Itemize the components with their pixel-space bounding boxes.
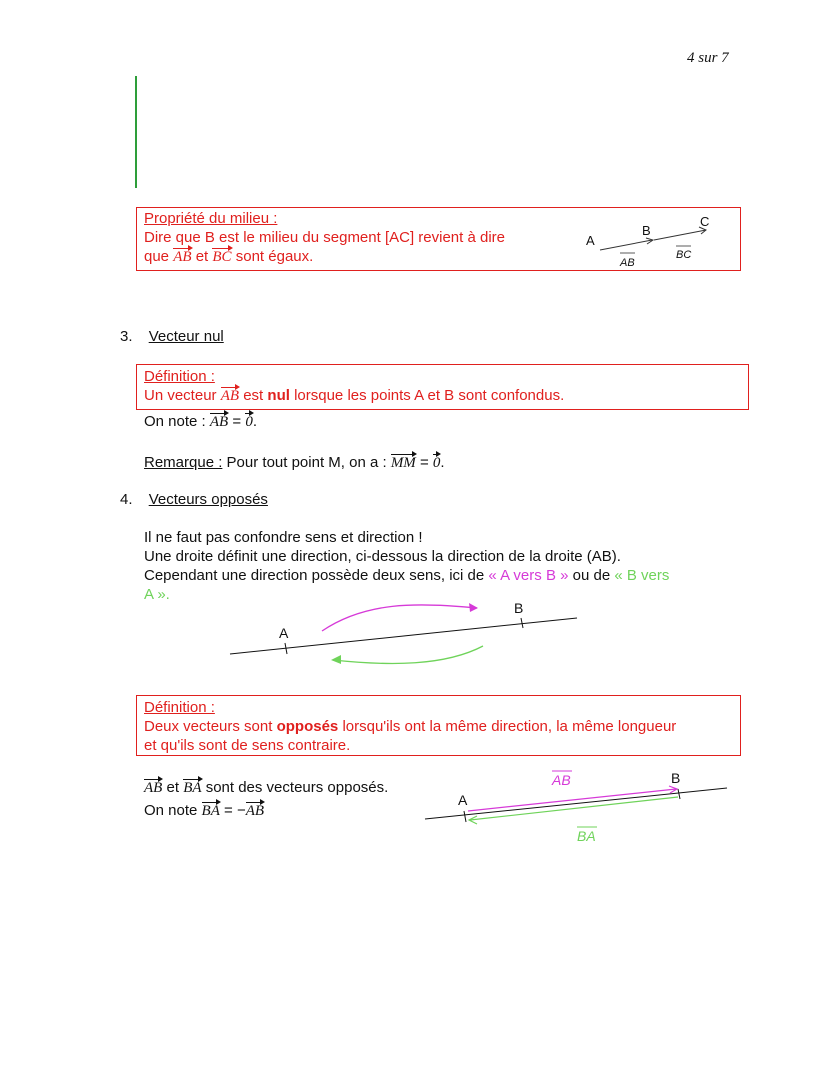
direction-figure <box>225 598 585 673</box>
nul-note: On note : AB = 0. <box>144 413 257 430</box>
section4-paragraph: Il ne faut pas confondre sens et direction ! Une droite définit une direction, ci-dessous la direction de la droite (AB). Cependant une direction possède deux sens, ici de « A vers B » ou de « B vers A ». <box>144 529 670 603</box>
fig-point-c: C <box>700 214 710 229</box>
fig-label-bc: BC <box>676 249 692 261</box>
nul-def-title: Définition : <box>144 368 215 385</box>
fig-label-ab: AB <box>620 257 635 268</box>
milieu-content <box>144 209 505 267</box>
fig2-label-ab: AB <box>552 772 571 788</box>
margin-bar <box>135 76 137 188</box>
fig1-point-b: B <box>514 600 524 616</box>
arrow-a-to-b <box>322 605 477 631</box>
oppose-definition-content: Définition : Deux vecteurs sont opposés lorsqu'ils ont la même direction, la même longueur et qu'ils sont de sens contraire. <box>144 699 677 754</box>
nul-def-text: Un vecteur AB est nul lorsque les points A et B sont confondus. <box>144 387 565 404</box>
milieu-line1: Dire que B est le milieu du segment [AC] revient à dire <box>144 229 506 246</box>
milieu-title: Propriété du milieu : <box>144 210 278 227</box>
fig2-label-ba: BA <box>577 828 596 844</box>
fig-point-a: A <box>586 233 595 248</box>
fig2-point-b: B <box>671 770 681 786</box>
vector-bc: BC <box>212 249 232 265</box>
section4-heading: 4. Vecteurs opposés <box>120 491 268 508</box>
opposite-vectors-figure <box>420 764 730 849</box>
vector-ab: AB <box>173 249 192 265</box>
arrow-b-to-a <box>333 646 483 663</box>
section4-title: Vecteurs opposés <box>148 491 268 508</box>
nul-remark: Remarque : Pour tout point M, on a : MM = 0. <box>144 454 445 471</box>
fig1-point-a: A <box>279 625 289 641</box>
section3-heading: 3. Vecteur nul <box>120 328 224 345</box>
oppose-def-title: Définition : <box>144 699 215 716</box>
fig-vector-ab <box>600 240 652 250</box>
fig2-line <box>425 788 727 819</box>
milieu-line2: que AB et BC sont égaux. <box>144 248 314 265</box>
milieu-figure <box>560 208 730 268</box>
fig-point-b: B <box>642 223 651 238</box>
fig-vector-bc <box>654 230 706 240</box>
page-number: 4 sur 7 <box>687 50 729 66</box>
fig2-vector-ab <box>468 789 676 811</box>
opposite-vectors-text: AB et BA sont des vecteurs opposés. On note BA = −AB <box>144 779 389 819</box>
nul-definition-content <box>144 367 564 406</box>
fig2-vector-ba <box>470 797 678 820</box>
fig2-point-a: A <box>458 792 468 808</box>
section3-title: Vecteur nul <box>148 328 224 345</box>
